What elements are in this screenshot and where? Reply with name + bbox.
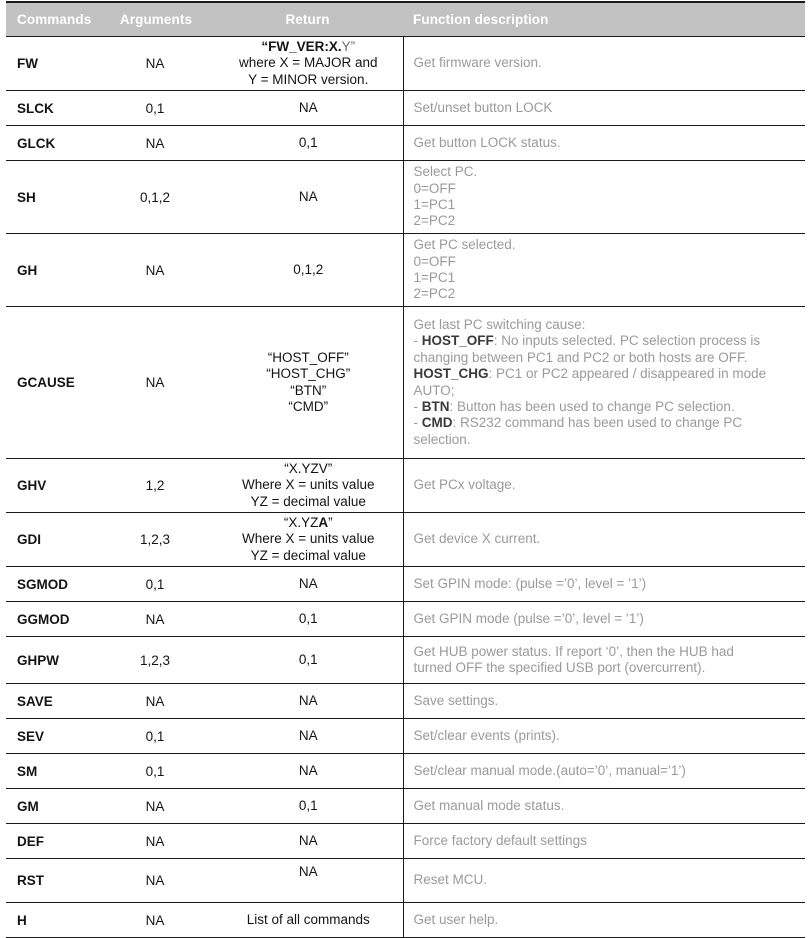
description-line: Set GPIN mode: (pulse =’0’, level = ’1’) bbox=[413, 575, 647, 591]
cell-return bbox=[218, 459, 403, 513]
cell-return bbox=[218, 602, 403, 637]
table-row bbox=[6, 567, 805, 602]
cell-command: GLCK bbox=[17, 135, 56, 151]
cell-return bbox=[218, 859, 403, 903]
cell-arguments: NA bbox=[145, 833, 165, 849]
cell-return bbox=[218, 37, 403, 91]
cell-command: GM bbox=[17, 798, 39, 814]
cell-function-description bbox=[403, 719, 805, 754]
table-header bbox=[6, 2, 805, 37]
cell-function-description bbox=[403, 567, 805, 602]
cell-command: DEF bbox=[17, 833, 44, 849]
description-term: BTN bbox=[421, 398, 450, 414]
description-line: Get HUB power status. If report ‘0’, then the HUB had bbox=[413, 643, 734, 659]
cell-command: SGMOD bbox=[17, 576, 69, 592]
cell-arguments: NA bbox=[145, 611, 165, 627]
description-line: Get manual mode status. bbox=[413, 797, 565, 813]
cell-arguments: NA bbox=[145, 912, 165, 928]
cell-command: SH bbox=[17, 189, 36, 205]
cell-function-description bbox=[403, 637, 805, 684]
description-text: : RS232 command has been used to change PC selection. bbox=[413, 415, 743, 447]
cell-return bbox=[218, 234, 403, 307]
cell-return bbox=[218, 637, 403, 684]
cell-command: SM bbox=[17, 763, 38, 779]
cell-return bbox=[218, 307, 403, 459]
table-row bbox=[6, 754, 805, 789]
return-line: Where X = units value bbox=[242, 531, 375, 547]
description-line: 2=PC2 bbox=[413, 213, 456, 229]
table-row bbox=[6, 126, 805, 161]
description-line: 0=OFF bbox=[413, 180, 456, 196]
cell-command: RST bbox=[17, 873, 44, 888]
cell-return bbox=[218, 91, 403, 126]
description-line: 1=PC1 bbox=[413, 270, 456, 285]
cell-command: GH bbox=[17, 262, 38, 278]
cell-arguments: NA bbox=[145, 56, 165, 71]
cell-arguments: NA bbox=[145, 375, 165, 390]
return-line: NA bbox=[298, 575, 318, 591]
cell-arguments: NA bbox=[145, 262, 165, 278]
cell-command: H bbox=[17, 912, 27, 928]
cell-function-description bbox=[403, 789, 805, 824]
description-line: Get firmware version. bbox=[413, 55, 542, 71]
cell-command: SEV bbox=[17, 728, 45, 744]
description-line: Force factory default settings bbox=[413, 832, 587, 848]
description-text: : No inputs selected. PC selection process is changing between PC1 and PC2 or both hosts are OFF. bbox=[413, 333, 761, 365]
column-header-arguments: Arguments bbox=[119, 12, 193, 27]
description-term: HOST_CHG bbox=[413, 366, 489, 382]
return-line: 0,1,2 bbox=[293, 261, 324, 277]
cell-command: SAVE bbox=[17, 693, 53, 709]
description-text: Get last PC switching cause: bbox=[413, 316, 586, 332]
description-text: - bbox=[413, 415, 422, 431]
description-line: Reset MCU. bbox=[413, 872, 488, 888]
description-paragraph bbox=[414, 317, 800, 449]
description-line: Get device X current. bbox=[413, 531, 541, 547]
table-row bbox=[6, 824, 805, 859]
cell-arguments: 1,2 bbox=[145, 478, 165, 493]
description-line: Set/clear manual mode.(auto=’0’, manual=’1’) bbox=[413, 762, 686, 778]
cell-arguments: NA bbox=[145, 693, 165, 709]
return-line: 0,1 bbox=[298, 651, 318, 667]
return-line: “HOST_OFF” bbox=[267, 349, 349, 365]
cell-arguments: NA bbox=[145, 873, 165, 888]
description-line: 2=PC2 bbox=[413, 286, 456, 302]
cell-function-description bbox=[403, 459, 805, 513]
return-line: “FW_VER:X.Y” bbox=[261, 38, 356, 54]
column-header-commands: Commands bbox=[17, 12, 92, 27]
cell-return bbox=[218, 719, 403, 754]
return-line: NA bbox=[298, 188, 318, 204]
description-term: CMD bbox=[421, 415, 453, 431]
return-line: “HOST_CHG” bbox=[266, 366, 351, 382]
return-line: NA bbox=[298, 727, 318, 743]
return-line: 0,1 bbox=[298, 134, 318, 150]
cell-function-description bbox=[403, 903, 805, 938]
cell-function-description bbox=[403, 684, 805, 719]
return-line: Y = MINOR version. bbox=[248, 71, 369, 87]
cell-function-description bbox=[403, 824, 805, 859]
table-row bbox=[6, 684, 805, 719]
return-line: “CMD” bbox=[288, 398, 329, 414]
description-line: Get button LOCK status. bbox=[413, 134, 561, 150]
command-reference-table bbox=[6, 1, 805, 938]
table-row bbox=[6, 789, 805, 824]
description-text: - bbox=[413, 333, 422, 349]
cell-command: GHPW bbox=[17, 652, 59, 668]
table-row bbox=[6, 459, 805, 513]
cell-return bbox=[218, 754, 403, 789]
return-line: YZ = decimal value bbox=[250, 547, 366, 563]
column-header-return: Return bbox=[285, 12, 330, 27]
return-line: 0,1 bbox=[298, 797, 318, 813]
cell-return bbox=[218, 161, 403, 234]
cell-command: GGMOD bbox=[17, 611, 70, 627]
cell-arguments: 0,1 bbox=[145, 100, 165, 116]
table-row bbox=[6, 719, 805, 754]
table-body bbox=[6, 37, 805, 938]
cell-command: GHV bbox=[17, 478, 47, 493]
cell-function-description bbox=[403, 513, 805, 567]
cell-command: GCAUSE bbox=[17, 375, 75, 390]
table-row bbox=[6, 602, 805, 637]
cell-command: SLCK bbox=[17, 100, 54, 116]
return-line: NA bbox=[298, 832, 318, 848]
cell-command: GDI bbox=[17, 532, 42, 547]
cell-function-description bbox=[403, 161, 805, 234]
cell-arguments: 0,1,2 bbox=[139, 189, 171, 205]
return-line: “BTN” bbox=[290, 382, 327, 398]
cell-function-description bbox=[403, 754, 805, 789]
cell-function-description bbox=[403, 307, 805, 459]
return-line: “X.YZA” bbox=[283, 514, 333, 530]
return-line: List of all commands bbox=[246, 911, 370, 927]
description-text: : PC1 or PC2 appeared / disappeared in mode AUTO; bbox=[413, 366, 767, 398]
description-line: Get PC selected. bbox=[413, 237, 516, 253]
cell-function-description bbox=[403, 602, 805, 637]
cell-arguments: 0,1 bbox=[145, 576, 165, 592]
return-line: YZ = decimal value bbox=[250, 493, 366, 509]
cell-arguments: NA bbox=[145, 798, 165, 814]
description-term: HOST_OFF bbox=[421, 333, 494, 349]
description-line: 1=PC1 bbox=[413, 197, 456, 212]
table-row bbox=[6, 513, 805, 567]
cell-return bbox=[218, 513, 403, 567]
return-line: where X = MAJOR and bbox=[239, 55, 378, 71]
return-line: NA bbox=[298, 692, 318, 708]
cell-return bbox=[218, 567, 403, 602]
table-row bbox=[6, 903, 805, 938]
return-line: Where X = units value bbox=[242, 477, 375, 493]
cell-arguments: NA bbox=[145, 135, 165, 151]
description-line: turned OFF the specified USB port (overcurrent). bbox=[413, 660, 706, 675]
cell-arguments: 0,1 bbox=[145, 728, 165, 744]
cell-function-description bbox=[403, 91, 805, 126]
cell-return bbox=[218, 789, 403, 824]
cell-arguments: 1,2,3 bbox=[139, 652, 171, 668]
return-line: NA bbox=[298, 99, 318, 115]
table-row bbox=[6, 859, 805, 903]
return-line: NA bbox=[298, 762, 318, 778]
description-line: Select PC. bbox=[413, 164, 478, 180]
cell-arguments: 0,1 bbox=[145, 763, 165, 779]
table-row bbox=[6, 234, 805, 307]
cell-function-description bbox=[403, 234, 805, 307]
header-row bbox=[6, 2, 805, 37]
column-header-function-description: Function description bbox=[413, 12, 549, 27]
cell-function-description bbox=[403, 859, 805, 903]
cell-return bbox=[218, 126, 403, 161]
table-row bbox=[6, 37, 805, 91]
description-line: Set/unset button LOCK bbox=[413, 99, 553, 115]
table-row bbox=[6, 161, 805, 234]
cell-function-description bbox=[403, 37, 805, 91]
description-line: Get user help. bbox=[413, 911, 499, 927]
cell-return bbox=[218, 684, 403, 719]
table-row bbox=[6, 307, 805, 459]
table-row bbox=[6, 637, 805, 684]
table-row bbox=[6, 91, 805, 126]
description-text: - bbox=[413, 398, 422, 414]
cell-function-description bbox=[403, 126, 805, 161]
description-line: Get PCx voltage. bbox=[413, 477, 516, 493]
cell-command: FW bbox=[17, 56, 38, 71]
description-line: 0=OFF bbox=[413, 253, 456, 269]
return-line: 0,1 bbox=[298, 610, 318, 626]
description-line: Save settings. bbox=[413, 692, 499, 708]
cell-return bbox=[218, 824, 403, 859]
cell-arguments: 1,2,3 bbox=[139, 532, 171, 547]
return-line: NA bbox=[298, 864, 318, 879]
description-line: Get GPIN mode (pulse =’0’, level = ’1’) bbox=[413, 610, 644, 626]
description-text: : Button has been used to change PC selection. bbox=[449, 398, 735, 414]
cell-return bbox=[218, 903, 403, 938]
return-line: “X.YZV” bbox=[284, 460, 333, 476]
description-line: Set/clear events (prints). bbox=[413, 727, 560, 743]
